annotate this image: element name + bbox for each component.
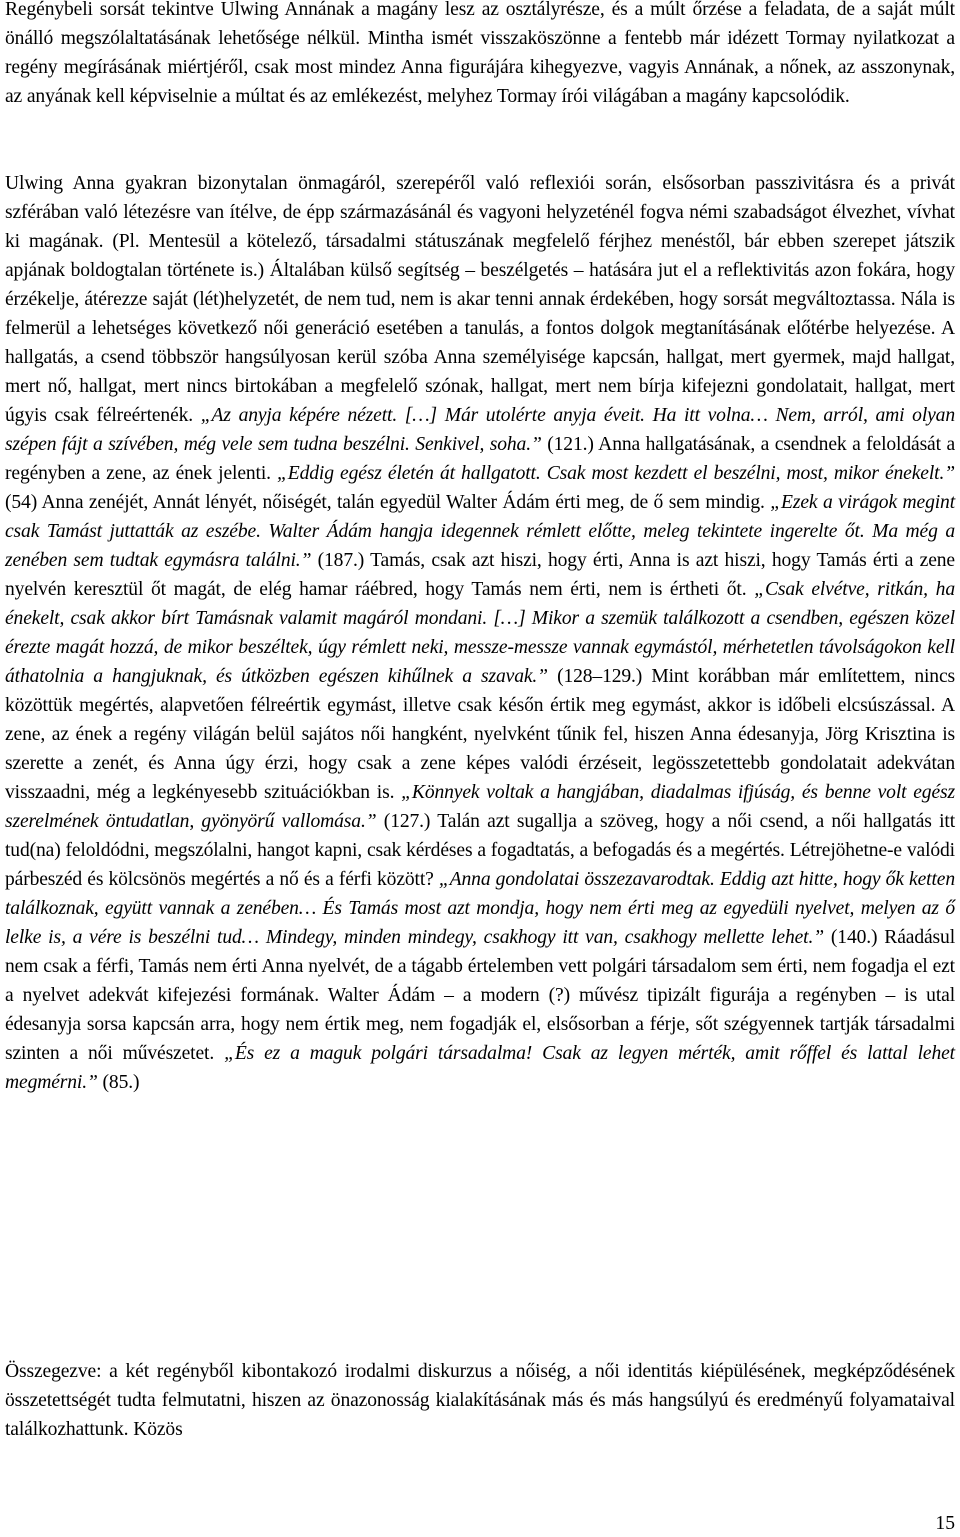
body-text: (54) Anna zenéjét, Annát lényét, nőiségét, talán egyedül Walter Ádám érti meg, de ő sem mindig.: [5, 492, 771, 513]
body-text: (128–129.) Mint korábban már említettem, nincs közöttük megértés, alapvetően félreértik egymást, illetve csak későn értik meg egymást, akkor is időbeli elcsúszással. A zene, az ének a regény világán belül sajátos női hangként, nyelvként tűnik fel, hiszen Anna édesanyja, Jörg Krisztina is szerette a zenét, és Anna úgy érzi, hogy csak a zene képes valódi érzéseit, legösszetettebb gondolatait adekvátan visszaadni, még a legkényesebb szituációkban is.: [5, 666, 955, 803]
quote-text: „Anna gondolatai összezavarodtak. Eddig azt hitte, hogy ők ketten találkoznak, együtt vannak a zenében… És Tamás most azt mondja, hogy nem érti meg az egyedüli nyelvet, melyen az ő lelke is, a vére is beszélni tud… Mindegy, minden mindegy, csakhogy itt van, csakhogy mellette lehet.”: [5, 869, 955, 948]
body-text: (121.) Anna hallgatásának, a csendnek a feloldását a regényben a zene, az ének jelenti.: [5, 434, 955, 484]
paragraph-1: [5, 0, 955, 111]
quote-text: „Könnyek voltak a hangjában, diadalmas ifjúság, és benne volt egész szerelmének öntudatlan, gyönyörű vallomása.”: [5, 782, 955, 832]
paragraph-text: [5, 169, 955, 1097]
body-text: Ulwing Anna gyakran bizonytalan önmagáról, szerepéről való reflexiói során, elsősorban passzivitásra és a privát szférában való létezésre van ítélve, de épp származásánál és vagyoni helyzeténél fogva némi szabadságot élvezhet, vívhat ki magának. (Pl. Mentesül a kötelező, társadalmi státuszának megfelelő férjhez menéstől, bár ebben szerepet játszik apjának boldogtalan története is.) Általában külső segítség – beszélgetés – hatására jut el a reflektivitás azon fokára, hogy érzékelje, átérezze saját (lét)helyzetét, de nem tud, nem is akar tenni annak érdekében, hogy sorsát megváltoztassa. Nála is felmerül a lehetséges következő női generáció esetében a tanulás, a fontos dolgok megtanításának előtérbe helyezése. A hallgatás, a csend többször hangsúlyosan kerül szóba Anna személyisége kapcsán, hallgat, mert gyermek, majd hallgat, mert nő, hallgat, mert nincs birtokában a megfelelő szónak, hallgat, mert nem bírja kifejezni gondolatait, hallgat, mert úgyis csak félreértenék.: [5, 173, 955, 426]
paragraph-text: [5, 0, 955, 111]
body-text: Regénybeli sorsát tekintve Ulwing Annának a magány lesz az osztályrésze, és a múlt őrzése a feladata, de a saját múlt önálló megszólaltatásának lehetősége nélkül. Mintha ismét visszaköszönne a fentebb már idézett Tormay nyilatkozat a regény megírásának miértjéről, csak most mindez Anna figurájára kihegyezve, vagyis Annának, a nőnek, az asszonynak, az anyának kell képviselnie a múltat és az emlékezést, melyhez Tormay írói világában a magány kapcsolódik.: [5, 0, 955, 107]
document-page: [5, 0, 955, 1537]
body-text: (187.) Tamás, csak azt hiszi, hogy érti, Anna is azt hiszi, hogy Tamás érti a zene nyelvén keresztül őt magát, de elég hamar ráébred, hogy Tamás nem érti, nem is értheti őt.: [5, 550, 955, 600]
paragraph-text: [5, 1357, 955, 1444]
quote-text: „Eddig egész életén át hallgatott. Csak most kezdett el beszélni, most, mikor énekelt.”: [277, 463, 955, 484]
paragraph-2: [5, 169, 955, 1097]
quote-text: „Az anyja képére nézett. […] Már utolérte anyja éveit. Ha itt volna… Nem, arról, ami olyan szépen fájt a szívében, még vele sem tudna beszélni. Senkivel, soha.”: [5, 405, 955, 455]
body-text: (127.) Talán azt sugallja a szöveg, hogy a női csend, a női hallgatás itt tud(na) feloldódni, megszólalni, hangot kapni, csak kérdéses a fogadtatás, a befogadás és a megértés. Létrejöhetne-e valódi párbeszéd és kölcsönös megértés a nő és a férfi között?: [5, 811, 955, 890]
body-text: (140.) Ráadásul nem csak a férfi, Tamás nem érti Anna nyelvét, de a tágabb értelemben vett polgári társadalom sem érti, nem fogadja el ezt a nyelvet adekvát kifejezési formának. Walter Ádám – a modern (?) művész tipizált figurája a regényben – is utal édesanyja sorsa kapcsán arra, hogy nem értik meg, nem fogadják el, elsősorban a férje, sőt szégyennek tartják társadalmi szinten a női művészetet.: [5, 927, 955, 1064]
page-number: 15: [935, 1513, 955, 1534]
quote-text: „Ezek a virágok megint csak Tamást juttatták az eszébe. Walter Ádám hangja idegennek rémlett előtte, meleg tekintete ingerelte őt. Ma még a zenében sem tudtak egymásra találni.”: [5, 492, 955, 571]
body-text: (85.): [97, 1072, 140, 1093]
body-text: Összegezve: a két regényből kibontakozó irodalmi diskurzus a nőiség, a női identitás kiépülésének, megképződésének összetettségét tudta felmutatni, hiszen az önazonosság kialakításának más és más hangsúlyú és eredményű folyamataival találkozhattunk. Közös: [5, 1361, 955, 1440]
quote-text: „És ez a maguk polgári társadalma! Csak az legyen mérték, amit rőffel és lattal lehet megmérni.”: [5, 1043, 955, 1093]
quote-text: „Csak elvétve, ritkán, ha énekelt, csak akkor bírt Tamásnak valamit magáról mondani. […] Mikor a szemük találkozott a csendben, egészen közel érezte magát hozzá, de mikor beszéltek, úgy rémlett neki, messze-messze vannak egymástól, mérhetetlen távolságokon kell áthatolnia a hangjuknak, és útközben egészen kihűlnek a szavak.”: [5, 579, 955, 687]
paragraph-3: [5, 1357, 955, 1444]
